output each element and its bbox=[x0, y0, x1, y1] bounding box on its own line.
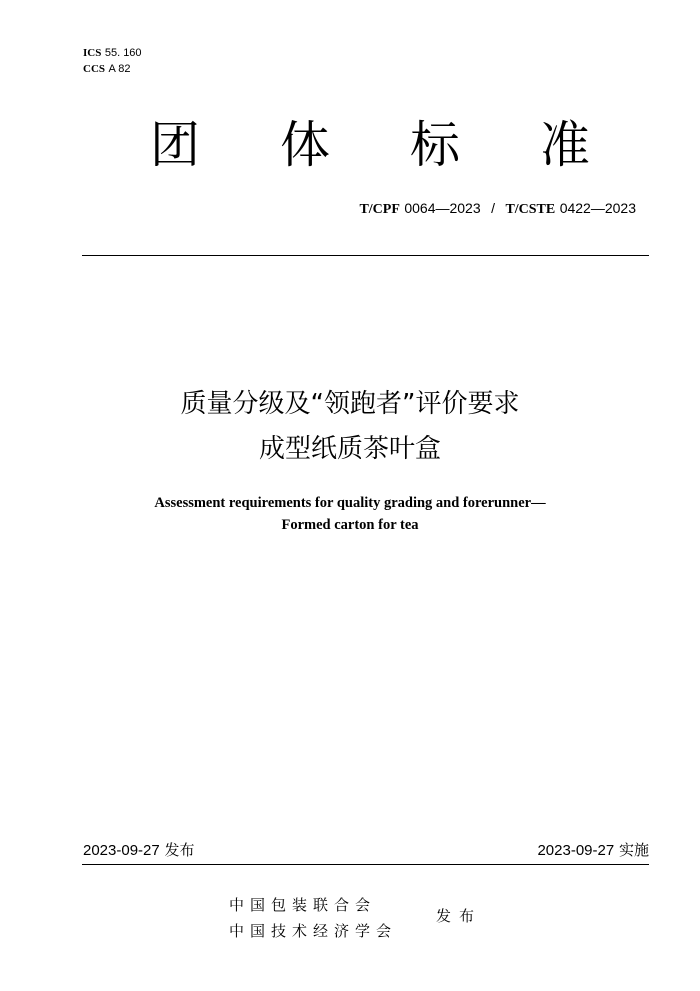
standard-prefix-2: T/CSTE bbox=[505, 202, 556, 217]
publish-label: 发布 bbox=[436, 907, 483, 925]
standard-number-2: 0422—2023 bbox=[559, 200, 636, 216]
issue-date-value: 2023-09-27 bbox=[83, 842, 160, 859]
classification-codes bbox=[83, 45, 142, 77]
implement-date-value: 2023-09-27 bbox=[537, 842, 615, 859]
standard-numbers bbox=[359, 200, 636, 218]
standard-separator: / bbox=[491, 200, 495, 216]
ccs-code bbox=[83, 61, 142, 77]
ics-value: 55. 160 bbox=[104, 47, 142, 59]
publisher-list bbox=[229, 892, 397, 944]
publisher-org-2: 中国技术经济学会 bbox=[229, 922, 398, 940]
standard-prefix-1: T/CPF bbox=[359, 202, 400, 217]
standard-type-char: 准 bbox=[540, 116, 590, 174]
implement-date-label: 实施 bbox=[618, 841, 649, 859]
standard-number-1: 0064—2023 bbox=[404, 200, 481, 216]
standard-type-heading bbox=[150, 112, 590, 178]
chinese-title-line-2: 成型纸质茶叶盒 bbox=[258, 434, 441, 464]
ccs-label: CCS bbox=[83, 63, 106, 75]
issue-date bbox=[83, 840, 195, 861]
standard-type-char: 团 bbox=[150, 116, 200, 174]
standard-type-char: 体 bbox=[280, 116, 330, 174]
english-title-line-2: Formed carton for tea bbox=[281, 517, 419, 533]
ccs-value: A 82 bbox=[108, 63, 131, 75]
top-divider bbox=[82, 255, 649, 256]
standard-type-char: 标 bbox=[410, 116, 460, 174]
issue-date-label: 发布 bbox=[164, 841, 195, 859]
implementation-date bbox=[537, 840, 649, 861]
bottom-divider bbox=[82, 864, 649, 865]
chinese-title-line-1: 质量分级及“领跑者”评价要求 bbox=[180, 389, 520, 419]
publisher-org-1: 中国包装联合会 bbox=[229, 896, 377, 914]
english-title-line-1: Assessment requirements for quality grading and forerunner— bbox=[154, 495, 546, 511]
ics-label: ICS bbox=[83, 47, 102, 59]
ics-code bbox=[83, 45, 142, 61]
